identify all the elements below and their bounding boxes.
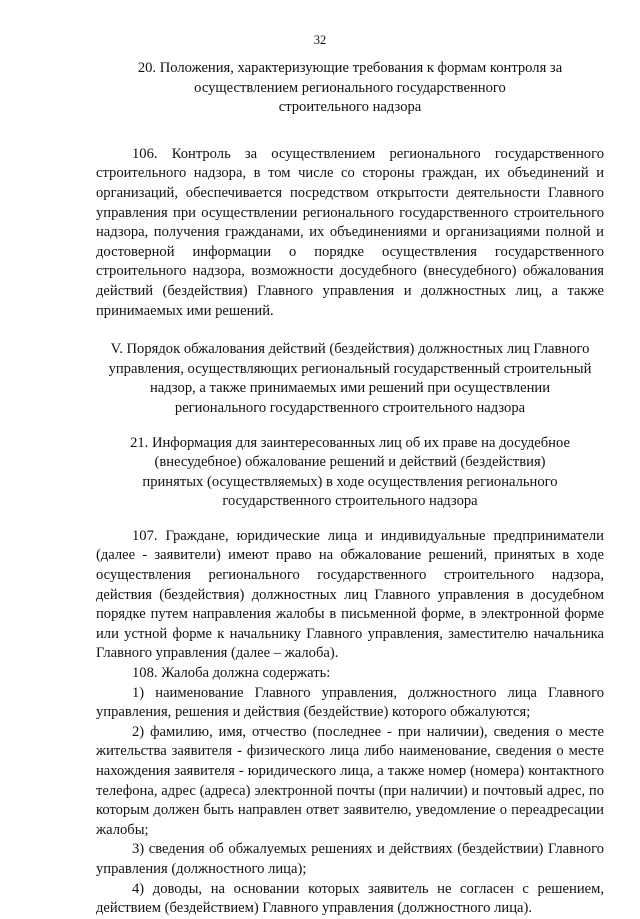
heading-line: управления, осуществляющих региональный государственный строительный <box>108 360 592 377</box>
list-item-4: 4) доводы, на основании которых заявитель не согласен с решением, действием (бездействием) Главного управления (должностного лица). <box>96 880 604 917</box>
paragraph-106: 106. Контроль за осуществлением регионального государственного строительного надзора, в том числе со стороны граждан, их объединений и организаций, обеспечивается посредством открытости деятельности Главного управления при осуществлении регионального государственного строительного надзора, получения гражданами, их объединениями и организациями полной и достоверной информации о порядке осуществления государственного строительного надзора, возможности досудебного (внесудебного) обжалования действий (бездействия) Главного управления и должностных лиц, а также принимаемых ими решений. <box>96 145 604 319</box>
chapter-heading-v <box>96 340 604 418</box>
page-number: 32 <box>313 33 327 47</box>
paragraph-107: 107. Граждане, юридические лица и индивидуальные предприниматели (далее - заявители) имеют право на обжалование решений, принятых в ходе осуществления регионального государственного строительного надзора, действия (бездействия) должностных лиц Главного управления в досудебном порядке путем направления жалобы в письменной форме, в электронной форме или устной форме к начальнику Главного управления, заместителю начальника Главного управления (далее – жалоба). <box>96 527 604 662</box>
heading-line: 20. Положения, характеризующие требования к формам контроля за <box>137 60 563 76</box>
heading-line: (внесудебное) обжалование решений и действий (бездействия) <box>154 454 546 471</box>
list-item-3: 3) сведения об обжалуемых решениях и действиях (бездействии) Главного управления (должностного лица); <box>96 841 604 877</box>
paragraph-108: 108. Жалоба должна содержать: <box>132 665 331 682</box>
heading-line: 21. Информация для заинтересованных лиц об их праве на досудебное <box>130 434 570 451</box>
list-item-2: 2) фамилию, имя, отчество (последнее - при наличии), сведения о месте жительства заявителя - физического лица либо наименование, сведения о месте нахождения заявителя - юридического лица, а также номер (номера) контактного телефона, адрес (адреса) электронной почты (при наличии) и почтовый адрес, по которым должен быть направлен ответ заявителю, уведомление о переадресации жалобы; <box>96 723 604 838</box>
heading-line: принятых (осуществляемых) в ходе осуществления регионального <box>142 473 558 490</box>
heading-line: государственного строительного надзора <box>222 493 478 510</box>
list-item-1: 1) наименование Главного управления, должностного лица Главного управления, решения и действия (бездействие) которого обжалуются; <box>96 684 604 721</box>
heading-line: регионального государственного строительного надзора <box>174 399 526 416</box>
heading-line: строительного надзора <box>278 99 422 116</box>
heading-line: надзор, а также принимаемых ими решений при осуществлении <box>149 380 551 397</box>
document-body <box>96 59 604 919</box>
heading-line: осуществлением регионального государственного <box>194 79 506 96</box>
heading-line: V. Порядок обжалования действий (бездействия) должностных лиц Главного <box>110 341 590 358</box>
section-heading-20 <box>96 59 604 118</box>
section-heading-21 <box>96 434 604 512</box>
